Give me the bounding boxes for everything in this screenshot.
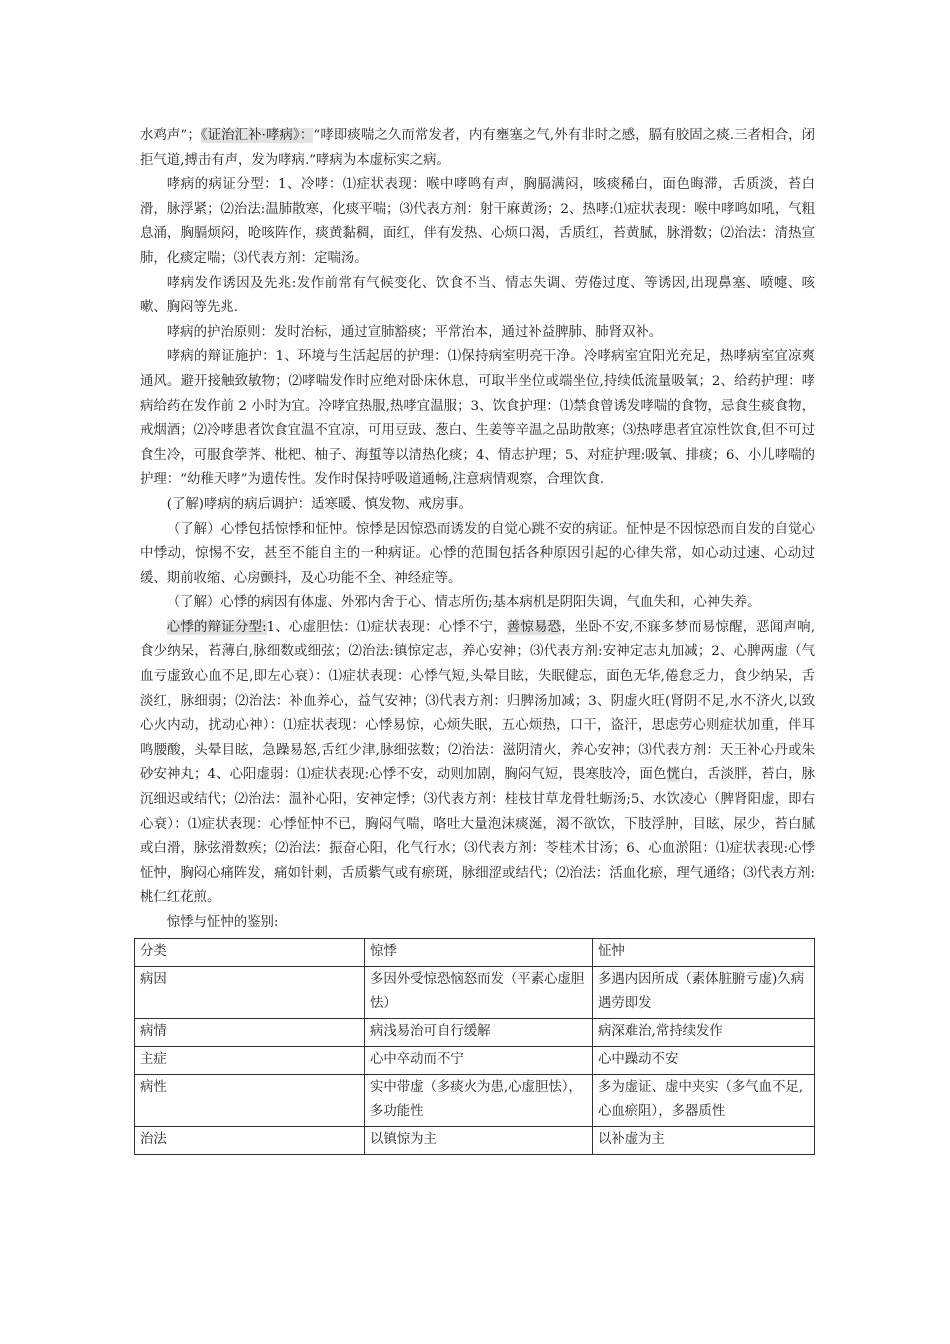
table-cell: 多遇内因所成（素体脏腑亏虚)久病遇劳即发: [593, 966, 815, 1018]
paragraph-3: 哮病发作诱因及先兆:发作前常有气候变化、饮食不当、情志失调、劳倦过度、等诱因,出现鼻塞、喷嚏、咳嗽、胸闷等先兆.: [140, 275, 815, 316]
table-title: 惊悸与怔忡的鉴别:: [166, 915, 279, 930]
paragraph-1-lead: 水鸡声”；: [140, 128, 201, 143]
paragraph-9: [140, 616, 815, 911]
table-cell: 以镇惊为主: [365, 1126, 593, 1154]
paragraph-4: 哮病的护治原则：发时治标，通过宣肺豁痰；平常治本，通过补益脾肺、肺肾双补。: [166, 324, 663, 340]
table-row: [135, 1074, 815, 1126]
paragraph-9-part: 1、心虚胆怯：⑴症状表现：心悸不宁，: [266, 619, 507, 635]
table-cell: 心中卒动而不宁: [365, 1046, 593, 1074]
table-header-row: [135, 938, 815, 966]
table-header-cell: 惊悸: [365, 938, 593, 966]
paragraph-5: 哮病的辩证施护：1、环境与生活起居的护理：⑴保持病室明亮干净。冷哮病室宜阳光充足，热哮病室宜凉爽通风。避开接触致敏物；⑵哮喘发作时应绝对卧床休息，可取半坐位或端坐位,持续低流量吸氧；2、给药护理：哮病给药在发作前 2 小时为宜。冷哮宜热服,热哮宜温服；3、饮食护理：⑴禁食曾诱发哮喘的食物，忌食生痰食物，戒烟酒；⑵冷哮患者饮食宜温不宜凉，可用豆豉、葱白、生姜等辛温之品助散寒；⑶热哮患者宜凉性饮食,但不可过食生冷，可服食荸荠、枇杷、柚子、海蜇等以清热化痰；4、情志护理；5、对症护理:吸氧、排痰；6、小儿哮喘的护理：“幼稚天哮”为遗传性。发作时保持呼吸道通畅,注意病情观察，合理饮食.: [140, 349, 815, 488]
comparison-table: [134, 938, 815, 1155]
table-row: [135, 1046, 815, 1074]
table-header-cell: 分类: [135, 938, 365, 966]
paragraph-1: [140, 124, 815, 173]
table-row: [135, 1126, 815, 1154]
paragraph-1-quote: “哮即痰喘之久而常发者，内有壅塞之气,外有非时之感，膈有胶固之痰.三者相合，闭拒气道,搏击有声，发为哮病.”哮病为本虚标实之病。: [140, 128, 816, 168]
table-cell: 主症: [135, 1046, 365, 1074]
table-cell: 实中带虚（多痰火为患,心虚胆怯），多功能性: [365, 1074, 593, 1126]
paragraph-9-part: 白，舌淡胖，苔白，脉沉细迟或结代；⑵治法：温补心阳，安神定悸；⑶代表方剂：桂枝甘草龙骨牡蛎汤;5、水饮凌心（脾肾阳虚，即右心衰）：⑴症状表现：心悸怔忡不已，胸闷气喘，咯吐大量泡沫痰涎，渴不欲饮，下肢浮肿，目眩，尿少，苔白腻或白滑，脉弦滑数疾；⑵治法：振奋心阳，化气行水；⑶代表方剂：苓桂术甘汤；6、心血淤阻：⑴症状表现:心悸怔忡，胸闷心痛阵发，痛如针刺，舌质紫气或有瘀斑，脉细涩或结代；⑵治法：活血化瘀，理气通络；⑶代表方剂:桃仁红花煎。: [140, 767, 816, 906]
table-cell: 以补虚为主: [593, 1126, 815, 1154]
highlighted-char: 恍: [666, 767, 681, 783]
table-cell: 多因外受惊恐恼怒而发（平素心虚胆怯）: [365, 966, 593, 1018]
paragraph-2: 哮病的病证分型：1、冷哮：⑴症状表现：喉中哮鸣有声，胸膈满闷，咳痰稀白，面色晦滞，舌质淡，苔白滑，脉浮紧；⑵治法:温肺散寒，化痰平喘；⑶代表方剂：射干麻黄汤；2、热哮:⑴症状表现：喉中哮鸣如吼，气粗息涌，胸膈烦闷，呛咳阵作，痰黄黏稠，面红，伴有发热、心烦口渴，舌质红，苔黄腻，脉滑数；⑵治法：清热宣肺，化痰定喘；⑶代表方剂：定喘汤。: [140, 177, 815, 266]
paragraph-7: （了解）心悸包括惊悸和怔忡。惊悸是因惊恐而诱发的自觉心跳不安的病证。怔忡是不因惊恐而自发的自觉心中悸动，惊惕不安，甚至不能自主的一种病证。心悸的范围包括各种原因引起的心律失常，如心动过速、心动过缓、期前收缩、心房颤抖，及心功能不全、神经症等。: [140, 521, 815, 586]
highlighted-term: 善惊易恐: [506, 619, 562, 635]
table-cell: 病因: [135, 966, 365, 1018]
table-cell: 病深难治,常持续发作: [593, 1018, 815, 1046]
table-row: [135, 1018, 815, 1046]
paragraph-9-part: ，坐卧不安,不寐多梦而易惊醒，恶闻声响,食少纳呆，苔薄白,脉细数或细弦；⑵治法:镇惊定志，养心安神；⑶代表方剂:安神定志丸加减；2、心脾两虚（气血亏虚致心血不足,即左心衰）：⑴症状表现：心悸气短,头晕目眩，失眠健忘，面色无华,倦怠乏力，食少纳呆，舌淡红，脉细弱；⑵治法：补血养心，益气安神；⑶代表方剂：归脾汤加减；3、阴虚火旺(肾阴不足,水不济火,以致心火内动，扰动心神）：⑴症状表现：心悸易惊，心烦失眠，五心烦热，口干，盗汗，思虑劳心则症状加重，伴耳鸣腰酸，头晕目眩，急躁易怒,舌红少津,脉细弦数；⑵治法：滋阴清火，养心安神；⑶代表方剂：天王补心丹或朱砂安神丸；4、心阳虚弱：⑴症状表现:心悸不安，动则加剧，胸闷气短，畏寒肢冷，面色: [140, 619, 816, 783]
table-header-cell: 怔忡: [593, 938, 815, 966]
highlighted-heading: 心悸的辩证分型:: [166, 619, 267, 635]
table-row: [135, 966, 815, 1018]
document-page: [140, 124, 815, 1155]
table-cell: 病性: [135, 1074, 365, 1126]
highlighted-citation: 《证治汇补·哮病》：: [200, 128, 314, 143]
table-cell: 心中躁动不安: [593, 1046, 815, 1074]
table-cell: 病浅易治可自行缓解: [365, 1018, 593, 1046]
paragraph-8: （了解）心悸的病因有体虚、外邪内舍于心、情志所伤;基本病机是阴阳失调，气血失和，心神失养。: [166, 595, 761, 611]
table-cell: 病情: [135, 1018, 365, 1046]
table-cell: 多为虚证、虚中夹实（多气血不足,心血瘀阻），多器质性: [593, 1074, 815, 1126]
table-cell: 治法: [135, 1126, 365, 1154]
paragraph-6: (了解)哮病的病后调护：适寒暖、慎发物、戒房事。: [166, 496, 472, 512]
